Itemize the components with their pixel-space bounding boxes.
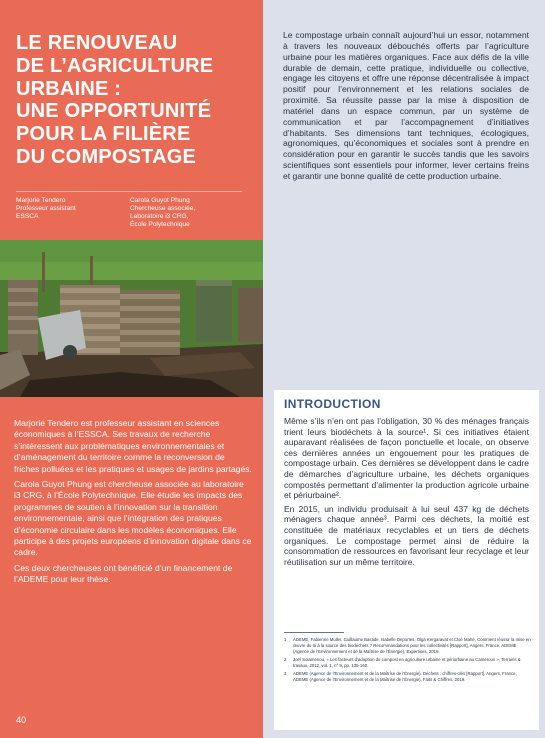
bio-paragraph: Marjorie Tendero est professeur assistant en sciences économiques à l’ESSCA. Ses travaux de recherche s’intéressent aux problématiques environnementales et d’aménagement du territoire comme la reconversion de friches polluées et les pratiques et usages de jardins partagés. — [14, 418, 252, 474]
title-line: URBAINE : — [16, 77, 122, 100]
footnote — [284, 657, 532, 669]
author-1-role: Professeur assistant — [16, 205, 76, 212]
author-2-org: Laboratoire i3 CRG, — [130, 213, 189, 220]
author-1-name: Marjorie Tendero — [16, 197, 66, 204]
title-line: LE RENOUVEAU — [16, 32, 178, 54]
footnote — [284, 637, 532, 654]
page-number: 40 — [16, 715, 27, 725]
footnote-text: ADEME, Fabienne Muller, Guillaume Bastide, Isabelle Deportes, Olga Kergaravat et Cloé Mahé, Comment réussir la mise en œuvre du tri à la source des biodéchets ? Recommandations pour les collectivités [Rapport], Angers, France, ADEME (Agence de l’Environnement et de la Maîtrise de l’Énergie), Expertises, 2019. — [293, 637, 531, 654]
introduction-card — [274, 390, 539, 730]
footnote-number: 2 — [284, 656, 287, 662]
footnotes — [284, 637, 532, 685]
lead-paragraph: Le compostage urbain connaît aujourd’hui un essor, notamment à travers les nouveaux débouchés offerts par l’agriculture urbaine pour les matières organiques. Face aux défis de la ville durable de demain, cette pratique, individuelle ou collective, engage les citoyens et offre une réponse décentralisée à impact positif pour l’environnement et les relations sociales de proximité. Sa réussite passe par la mise à disposition de matériel dans un espace commun, par un système de communication et par l’accompagnement d’initiatives d’habitants. Ses dimensions tant techniques, écologiques, agronomiques, qu’économiques et sociales sont à prendre en considération pour en garantir le succès tandis que les savoirs scientifiques sont essentiels pour informer, lever certains freins et garantir une bonne qualité de cette production urbaine. — [283, 30, 529, 181]
author-2 — [130, 197, 195, 229]
section-title: INTRODUCTION — [284, 397, 381, 411]
title-line: POUR LA FILIÈRE — [16, 123, 191, 146]
author-2-role: Chercheuse associée, — [130, 205, 196, 212]
article-title — [16, 32, 256, 169]
bio-paragraph: Ces deux chercheuses ont bénéficié d’un financement de l’ADEME pour leur thèse. — [14, 562, 233, 585]
title-line: DE L’AGRICULTURE — [16, 54, 214, 77]
footnote-text: ADEME (Agence de l’Environnement et de la Maîtrise de l’Énergie), Déchets : chiffres-clés [Rapport], Angers, France, ADEME (Agence de l’Environnement et de la Maîtrise de l’Énergie), Faits & Chiffres, 2019. — [293, 670, 517, 682]
author-2-org2: École Polytechnique — [130, 221, 190, 228]
author-2-name: Carola Guyot Phung — [130, 197, 190, 204]
footnote-text: Joël Sotamenou, « Les facteurs d’adoption du compost en agriculture urbaine et périurbaine au Cameroun », Terrains & travaux, 2012, vol. 1, n° 9, pp. 135-160. — [293, 656, 521, 668]
title-line: UNE OPPORTUNITÉ — [16, 100, 212, 123]
introduction-body — [284, 416, 529, 570]
author-1-org: ESSCA — [16, 213, 39, 220]
body-paragraph: En 2015, un individu produisait à lui seul 437 kg de déchets ménagers chaque année³. Parmi ces déchets, la moitié est constituée de matériaux recyclables et un tiers de déchets organiques. Le compostage permet ainsi de réduire la consommation de ressources en favorisant leur recyclage et leur réutilisation sur un même territoire. — [284, 503, 529, 567]
author-1 — [16, 197, 76, 221]
title-line: DU COMPOSTAGE — [16, 145, 197, 168]
left-panel — [0, 0, 263, 738]
footnote — [284, 671, 532, 683]
body-paragraph: Même s’ils n’en ont pas l’obligation, 30 % des ménages français trient leurs biodéchets à la source¹. Si ces initiatives étaient auparavant réalisées de façon ponctuelle et locale, on observe ces dernières années un engouement pour les pratiques de compostage urbain. Ces dernières se développent dans le cadre de démarches d’agriculture urbaine, les déchets organiques compostés permettant d’alimenter la production agricole urbaine et périurbaine². — [284, 416, 529, 501]
compost-photo — [0, 240, 263, 397]
bio-paragraph: Carola Guyot Phung est chercheuse associée au laboratoire i3 CRG, à l’École Polytechnique. Elle étudie les impacts des programmes de soutien à l’innovation sur la transition environnementale, ainsi que l’intégration des pratiques d’économie circulaire dans les modèles économiques. Elle participe à des projets européens d’innovation digitale dans ce cadre. — [14, 479, 252, 558]
footnote-number: 1 — [284, 637, 287, 642]
right-panel — [263, 0, 545, 738]
footnote-number: 3 — [284, 670, 287, 676]
title-divider — [16, 191, 242, 192]
authors-bio — [14, 418, 252, 590]
footnote-divider — [284, 632, 344, 633]
